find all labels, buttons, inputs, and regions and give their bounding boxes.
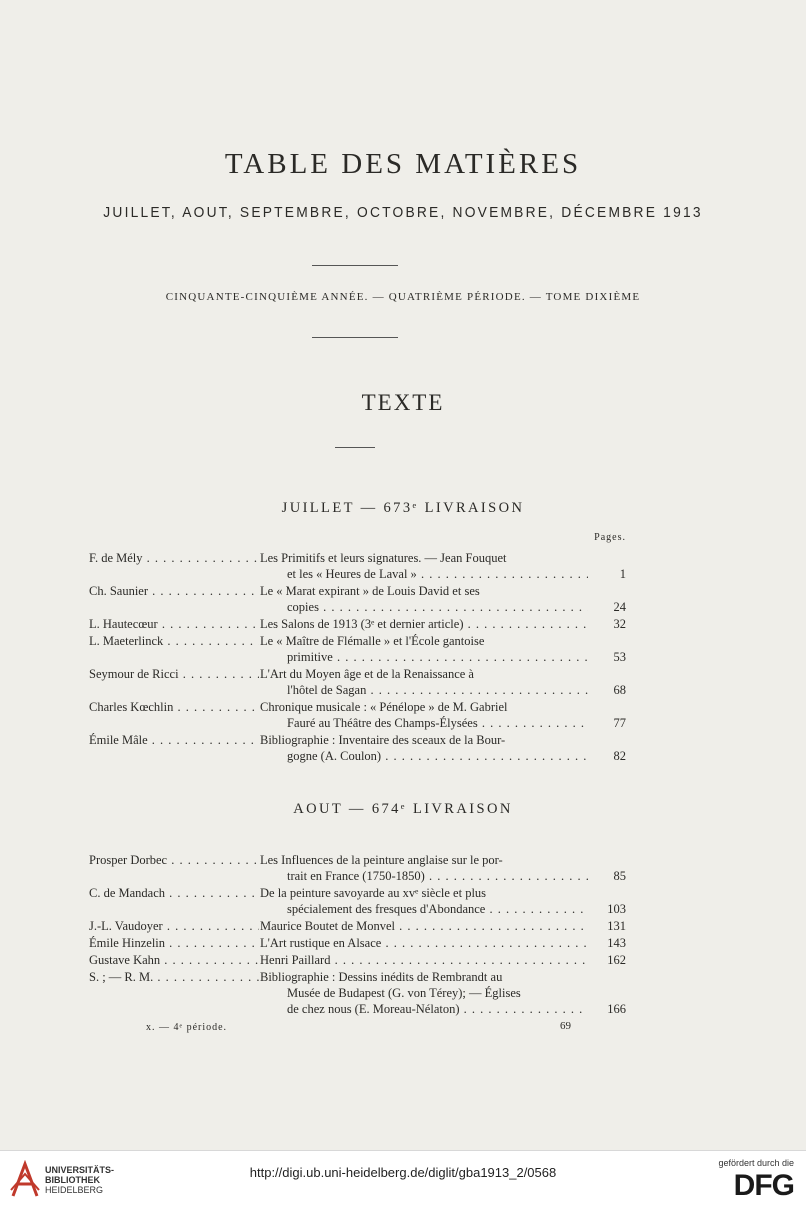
toc-title-line: Bibliographie : Inventaire des sceaux de la Bour- <box>260 733 506 747</box>
toc-title-line: de chez nous (E. Moreau-Nélaton) . . . <box>287 1002 588 1018</box>
toc-entry <box>0 700 806 732</box>
university-library-name: UNIVERSITÄTS- BIBLIOTHEK HEIDELBERG <box>45 1165 115 1195</box>
toc-title-line: L'Art du Moyen âge et de la Renaissance à <box>260 667 474 681</box>
toc-page-number: 32 <box>613 617 626 631</box>
page-title: TABLE DES MATIÈRES <box>224 148 582 180</box>
toc-entry <box>0 970 806 1018</box>
juillet-heading: JUILLET — 673ᵉ LIVRAISON <box>281 500 525 516</box>
toc-page-number: 82 <box>613 749 626 763</box>
toc-author: F. de Mély . . . <box>89 551 259 566</box>
toc-author: C. de Mandach . . . <box>89 886 259 901</box>
toc-title-line: spécialement des fresques d'Abondance . . . <box>287 902 588 918</box>
toc-entry <box>0 936 806 952</box>
footer-page-number: 69 <box>560 1020 571 1032</box>
pages-column-header: Pages. <box>594 532 626 543</box>
toc-title-line: Le « Maître de Flémalle » et l'École gantoise <box>260 634 485 648</box>
toc-title-line: Les Salons de 1913 (3ᵉ et dernier article) . . . <box>260 617 588 633</box>
toc-page-number: 85 <box>613 869 626 883</box>
toc-entry <box>0 617 806 633</box>
toc-title-line: Les Primitifs et leurs signatures. — Jean Fouquet <box>260 551 507 565</box>
toc-author: Émile Mâle . . . <box>89 733 259 748</box>
toc-title-line: copies . . . <box>287 600 588 616</box>
footer-signature: x. — 4ᵉ période. <box>146 1022 228 1033</box>
toc-entry <box>0 886 806 918</box>
toc-page-number: 103 <box>607 902 626 916</box>
aout-entries <box>0 853 806 1019</box>
toc-page-number: 143 <box>607 936 626 950</box>
permalink-url[interactable]: http://digi.ub.uni-heidelberg.de/diglit/gba1913_2/0568 <box>249 1165 557 1180</box>
toc-author: Seymour de Ricci . . . <box>89 667 259 682</box>
toc-title-line: et les « Heures de Laval » . . . <box>287 567 588 583</box>
juillet-entries <box>0 551 806 766</box>
toc-author: Charles Kœchlin . . . <box>89 700 259 715</box>
toc-title-line: gogne (A. Coulon) . . . <box>287 749 588 765</box>
toc-author: S. ; — R. M. . . . <box>89 970 259 985</box>
section-texte-heading: TEXTE <box>361 390 445 415</box>
toc-page-number: 1 <box>619 567 626 581</box>
toc-page-number: 131 <box>607 919 626 933</box>
toc-title-line: Chronique musicale : « Pénélope » de M. Gabriel <box>260 700 508 714</box>
divider <box>312 265 398 266</box>
months-subtitle: JUILLET, AOUT, SEPTEMBRE, OCTOBRE, NOVEMBRE, DÉCEMBRE 1913 <box>103 204 703 221</box>
toc-entry <box>0 953 806 969</box>
toc-title-line: primitive . . . <box>287 650 588 666</box>
toc-author: L. Hautecœur . . . <box>89 617 259 632</box>
toc-title-line: Les Influences de la peinture anglaise sur le por- <box>260 853 503 867</box>
toc-entry <box>0 551 806 583</box>
toc-page-number: 53 <box>613 650 626 664</box>
toc-entry <box>0 853 806 885</box>
toc-page-number: 77 <box>613 716 626 730</box>
toc-title-line: Maurice Boutet de Monvel . . . <box>260 919 588 935</box>
toc-entry <box>0 584 806 616</box>
toc-title-line: Fauré au Théâtre des Champs-Élysées . . . <box>287 716 588 732</box>
toc-author: L. Maeterlinck . . . <box>89 634 259 649</box>
toc-title-line: De la peinture savoyarde au xvᵉ siècle et plus <box>260 886 487 900</box>
divider <box>312 337 398 338</box>
toc-entry <box>0 919 806 935</box>
toc-author: Ch. Saunier . . . <box>89 584 259 599</box>
toc-title-line: Henri Paillard . . . <box>260 953 588 969</box>
toc-author: Prosper Dorbec . . . <box>89 853 259 868</box>
toc-author: Gustave Kahn . . . <box>89 953 259 968</box>
toc-page-number: 68 <box>613 683 626 697</box>
toc-page-number: 24 <box>613 600 626 614</box>
viewer-footer-bar <box>0 1150 806 1208</box>
toc-author: Émile Hinzelin . . . <box>89 936 259 951</box>
toc-title-line: trait en France (1750-1850) . . . <box>287 869 588 885</box>
toc-title-line: L'Art rustique en Alsace . . . <box>260 936 588 952</box>
toc-title-line: Bibliographie : Dessins inédits de Rembrandt au <box>260 970 503 984</box>
dfg-logo: DFG <box>733 1169 794 1202</box>
toc-page-number: 162 <box>607 953 626 967</box>
toc-title-line: Musée de Budapest (G. von Térey); — Églises <box>287 986 521 1000</box>
toc-entry <box>0 733 806 765</box>
toc-title-line: Le « Marat expirant » de Louis David et ses <box>260 584 480 598</box>
dfg-caption: gefördert durch die <box>718 1158 794 1168</box>
toc-title-line: l'hôtel de Sagan . . . <box>287 683 588 699</box>
period-line: CINQUANTE-CINQUIÈME ANNÉE. — QUATRIÈME PÉRIODE. — TOME DIXIÈME <box>165 291 641 303</box>
divider <box>335 447 375 448</box>
toc-author: J.-L. Vaudoyer . . . <box>89 919 259 934</box>
toc-page-number: 166 <box>607 1002 626 1016</box>
toc-entry <box>0 667 806 699</box>
toc-entry <box>0 634 806 666</box>
aout-heading: AOUT — 674ᵉ LIVRAISON <box>293 801 513 817</box>
